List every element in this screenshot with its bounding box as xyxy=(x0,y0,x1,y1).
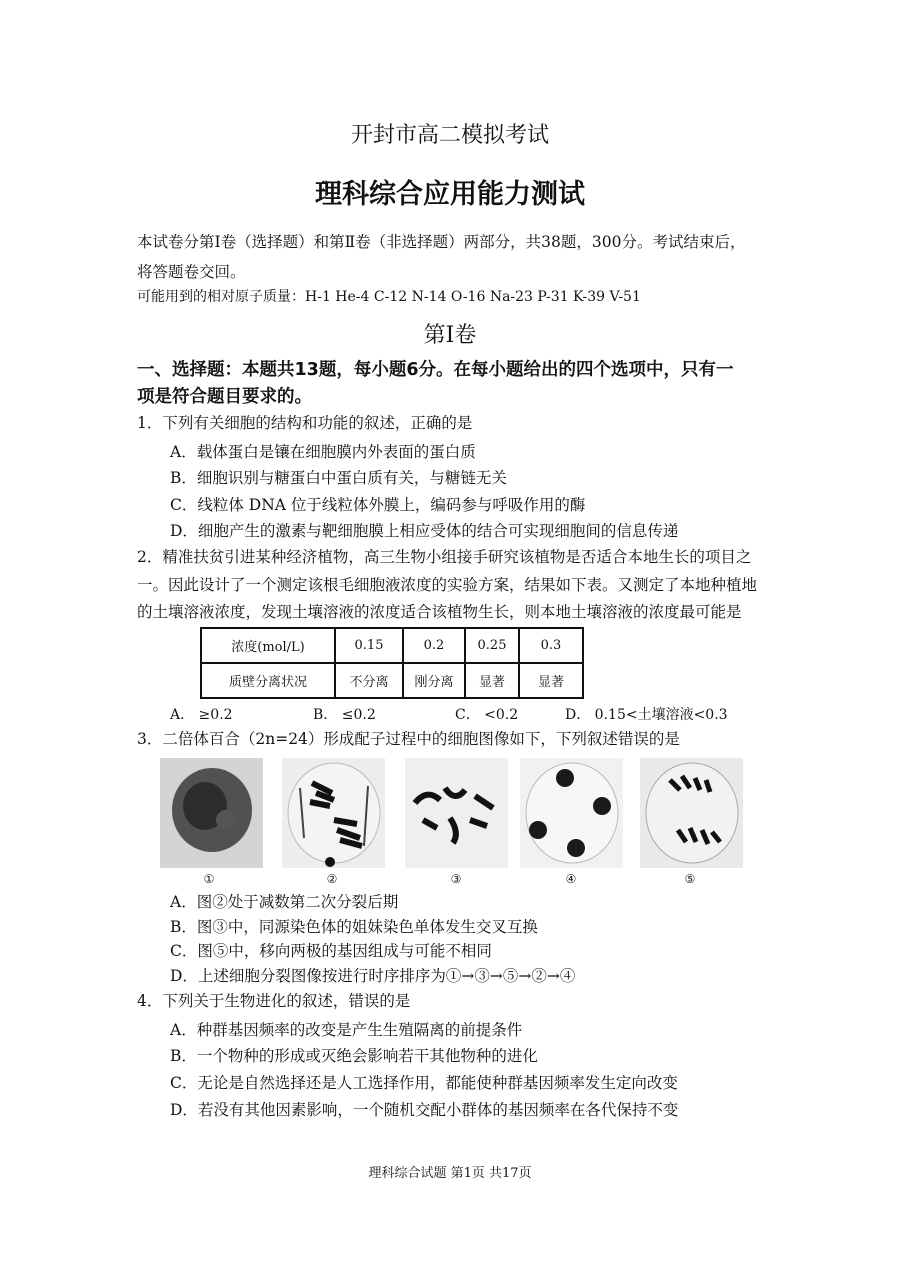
cell-image-label-5: ⑤ xyxy=(684,872,696,886)
table-row xyxy=(201,663,583,698)
table-cell: 不分离 xyxy=(335,663,403,698)
q2-stem-line-1: 2．精准扶贫引进某种经济植物，高三生物小组接手研究该植物是否适合本地生长的项目之 xyxy=(137,548,752,566)
q2-table xyxy=(200,627,584,699)
q1-option-c: C．线粒体 DNA 位于线粒体外膜上，编码参与呼吸作用的酶 xyxy=(170,496,586,514)
q2-option-b: B． ≤0.2 xyxy=(313,707,376,723)
cell-image-label-3: ③ xyxy=(450,872,462,886)
cell-image-label-1: ① xyxy=(203,872,215,886)
q2-stem-line-3: 的土壤溶液浓度，发现土壤溶液的浓度适合该植物生长，则本地土壤溶液的浓度最可能是 xyxy=(137,603,742,621)
q1-stem: 1．下列有关细胞的结构和功能的叙述，正确的是 xyxy=(137,414,473,432)
cell-image-5-drawing xyxy=(640,758,743,868)
table-header-state: 质壁分离状况 xyxy=(201,663,335,698)
page-footer: 理科综合试题 第1页 共17页 xyxy=(368,1166,532,1181)
q2-option-a: A． ≥0.2 xyxy=(170,707,233,723)
intro-line-1: 本试卷分第Ⅰ卷（选择题）和第Ⅱ卷（非选择题）两部分，共38题，300分。考试结束后， xyxy=(137,233,746,251)
q2-option-c: C． <0.2 xyxy=(455,707,519,723)
intro-line-2: 将答题卷交回。 xyxy=(137,263,246,281)
cell-image-5 xyxy=(640,758,743,868)
q2-option-d: D． 0.15<土壤溶液<0.3 xyxy=(565,707,728,723)
cell-image-2 xyxy=(282,758,385,868)
volume-label: 第Ⅰ卷 xyxy=(423,323,477,348)
q4-option-a: A．种群基因频率的改变是产生生殖隔离的前提条件 xyxy=(170,1021,523,1039)
q1-option-b: B．细胞识别与糖蛋白中蛋白质有关，与糖链无关 xyxy=(170,469,507,487)
section-heading-line-1: 一、选择题：本题共13题，每小题6分。在每小题给出的四个选项中，只有一 xyxy=(137,360,734,380)
table-header-concentration: 浓度(mol/L) xyxy=(201,628,335,663)
cell-image-3-drawing xyxy=(405,758,508,868)
q3-option-b: B．图③中，同源染色体的姐妹染色单体发生交叉互换 xyxy=(170,918,538,936)
cell-image-3 xyxy=(405,758,508,868)
paper-title: 理科综合应用能力测试 xyxy=(315,179,585,210)
q3-option-c: C．图⑤中，移向两极的基因组成与可能不相同 xyxy=(170,942,492,960)
q4-option-c: C．无论是自然选择还是人工选择作用，都能使种群基因频率发生定向改变 xyxy=(170,1074,678,1092)
table-cell: 0.3 xyxy=(519,628,583,663)
table-cell: 显著 xyxy=(519,663,583,698)
cell-image-label-2: ② xyxy=(326,872,338,886)
q4-option-b: B．一个物种的形成或灭绝会影响若干其他物种的进化 xyxy=(170,1047,538,1065)
cell-image-1 xyxy=(160,758,263,868)
cell-image-2-drawing xyxy=(282,758,385,868)
atomic-masses: 可能用到的相对原子质量：H-1 He-4 C-12 N-14 O-16 Na-23 P-31 K-39 V-51 xyxy=(137,289,641,305)
cell-image-4-drawing xyxy=(520,758,623,868)
q3-stem: 3．二倍体百合（2n=24）形成配子过程中的细胞图像如下，下列叙述错误的是 xyxy=(137,730,680,748)
cell-image-4 xyxy=(520,758,623,868)
table-cell: 刚分离 xyxy=(403,663,465,698)
table-cell: 0.2 xyxy=(403,628,465,663)
cell-image-1-drawing xyxy=(160,758,263,868)
cell-image-label-4: ④ xyxy=(565,872,577,886)
q2-stem-line-2: 一。因此设计了一个测定该根毛细胞液浓度的实验方案，结果如下表。又测定了本地种植地 xyxy=(137,576,758,594)
table-row xyxy=(201,628,583,663)
q1-option-d: D．细胞产生的激素与靶细胞膜上相应受体的结合可实现细胞间的信息传递 xyxy=(170,522,679,540)
q3-option-a: A．图②处于减数第二次分裂后期 xyxy=(170,893,399,911)
section-heading-line-2: 项是符合题目要求的。 xyxy=(137,387,312,407)
q4-stem: 4．下列关于生物进化的叙述，错误的是 xyxy=(137,992,411,1010)
q3-option-d: D．上述细胞分裂图像按进行时序排序为①→③→⑤→②→④ xyxy=(170,967,576,985)
table-cell: 显著 xyxy=(465,663,519,698)
exam-title: 开封市高二模拟考试 xyxy=(350,123,549,148)
q1-option-a: A．载体蛋白是镶在细胞膜内外表面的蛋白质 xyxy=(170,443,476,461)
table-cell: 0.25 xyxy=(465,628,519,663)
q4-option-d: D．若没有其他因素影响，一个随机交配小群体的基因频率在各代保持不变 xyxy=(170,1101,679,1119)
table-cell: 0.15 xyxy=(335,628,403,663)
